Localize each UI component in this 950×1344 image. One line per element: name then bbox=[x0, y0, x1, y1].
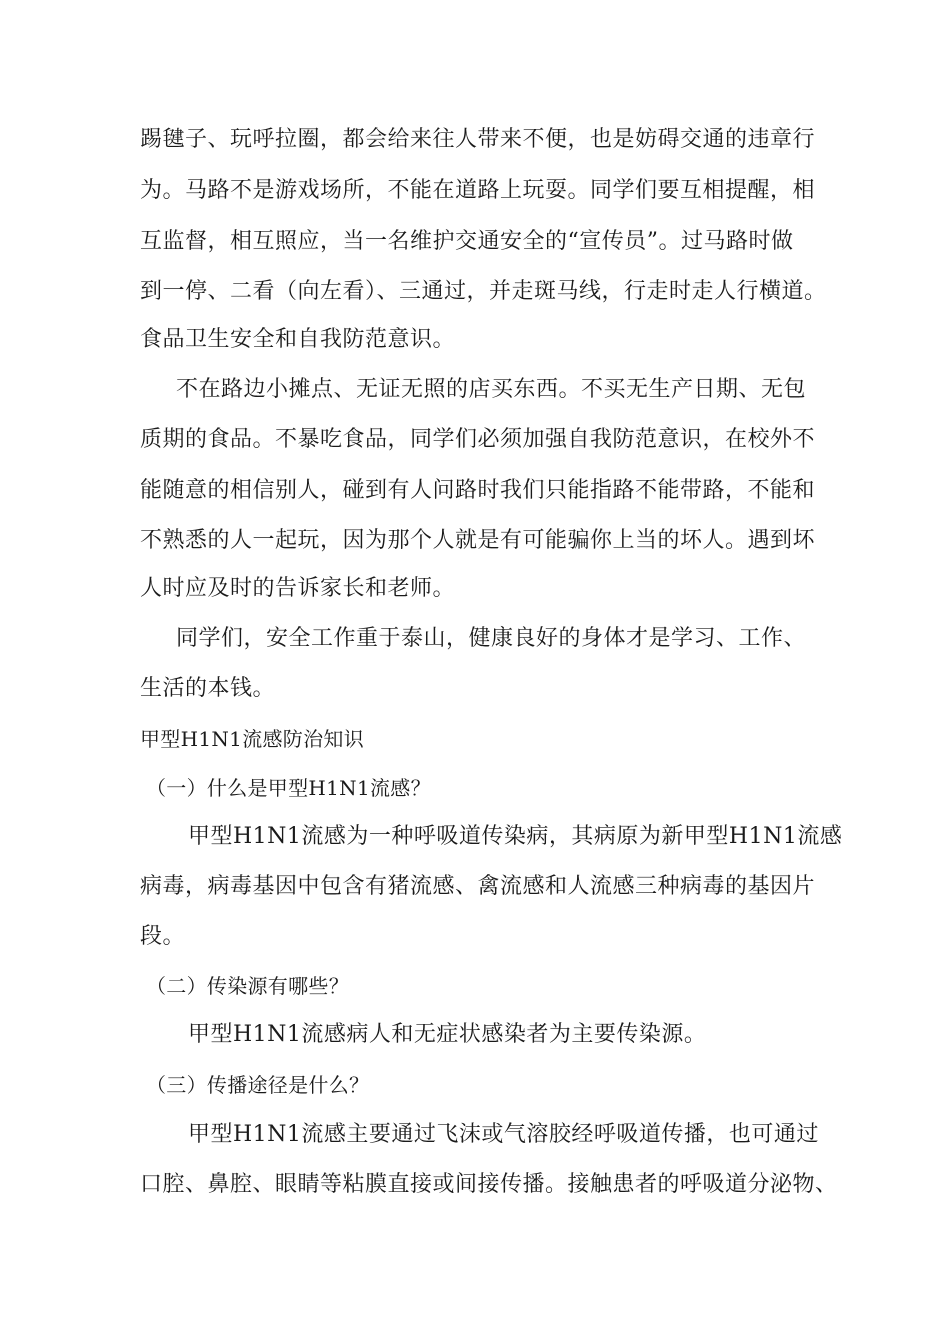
question-heading-1: （一）什么是甲型H1N1流感？ bbox=[146, 776, 431, 800]
text-line: 病毒，病毒基因中包含有猪流感、禽流感和人流感三种病毒的基因片 bbox=[140, 874, 816, 899]
text-line: 踢毽子、玩呼拉圈，都会给来往人带来不便，也是妨碍交通的违章行 bbox=[140, 127, 816, 152]
paragraph-first-line: 甲型H1N1流感为一种呼吸道传染病，其病原为新甲型H1N1流感 bbox=[188, 824, 843, 849]
text-line: 口腔、鼻腔、眼睛等粘膜直接或间接传播。接触患者的呼吸道分泌物、 bbox=[140, 1172, 838, 1197]
paragraph-first-line: 甲型H1N1流感主要通过飞沫或气溶胶经呼吸道传播，也可通过 bbox=[188, 1122, 819, 1147]
text-line: 不熟悉的人一起玩，因为那个人就是有可能骗你上当的坏人。遇到坏 bbox=[140, 528, 816, 553]
question-heading-2: （二）传染源有哪些？ bbox=[146, 974, 349, 998]
text-line: 段。 bbox=[140, 924, 186, 949]
paragraph-first-line: 不在路边小摊点、无证无照的店买东西。不买无生产日期、无包 bbox=[176, 377, 807, 402]
text-line: 到一停、二看（向左看）、三通过，并走斑马线，行走时走人行横道。 bbox=[140, 279, 827, 304]
text-line: 为。马路不是游戏场所，不能在道路上玩耍。同学们要互相提醒，相 bbox=[140, 178, 816, 203]
section-title: 甲型H1N1流感防治知识 bbox=[140, 727, 364, 751]
text-line: 互监督，相互照应，当一名维护交通安全的“宣传员”。过马路时做 bbox=[140, 229, 794, 254]
question-heading-3: （三）传播途径是什么？ bbox=[146, 1073, 370, 1097]
section-heading: 食品卫生安全和自我防范意识。 bbox=[140, 327, 456, 352]
text-line: 生活的本钱。 bbox=[140, 676, 276, 701]
text-line: 能随意的相信别人，碰到有人问路时我们只能指路不能带路，不能和 bbox=[140, 478, 816, 503]
text-line: 质期的食品。不暴吃食品，同学们必须加强自我防范意识，在校外不 bbox=[140, 427, 816, 452]
paragraph-first-line: 甲型H1N1流感病人和无症状感染者为主要传染源。 bbox=[188, 1022, 707, 1047]
text-line: 人时应及时的告诉家长和老师。 bbox=[140, 576, 456, 601]
paragraph-first-line: 同学们，安全工作重于泰山，健康良好的身体才是学习、工作、 bbox=[176, 626, 807, 651]
